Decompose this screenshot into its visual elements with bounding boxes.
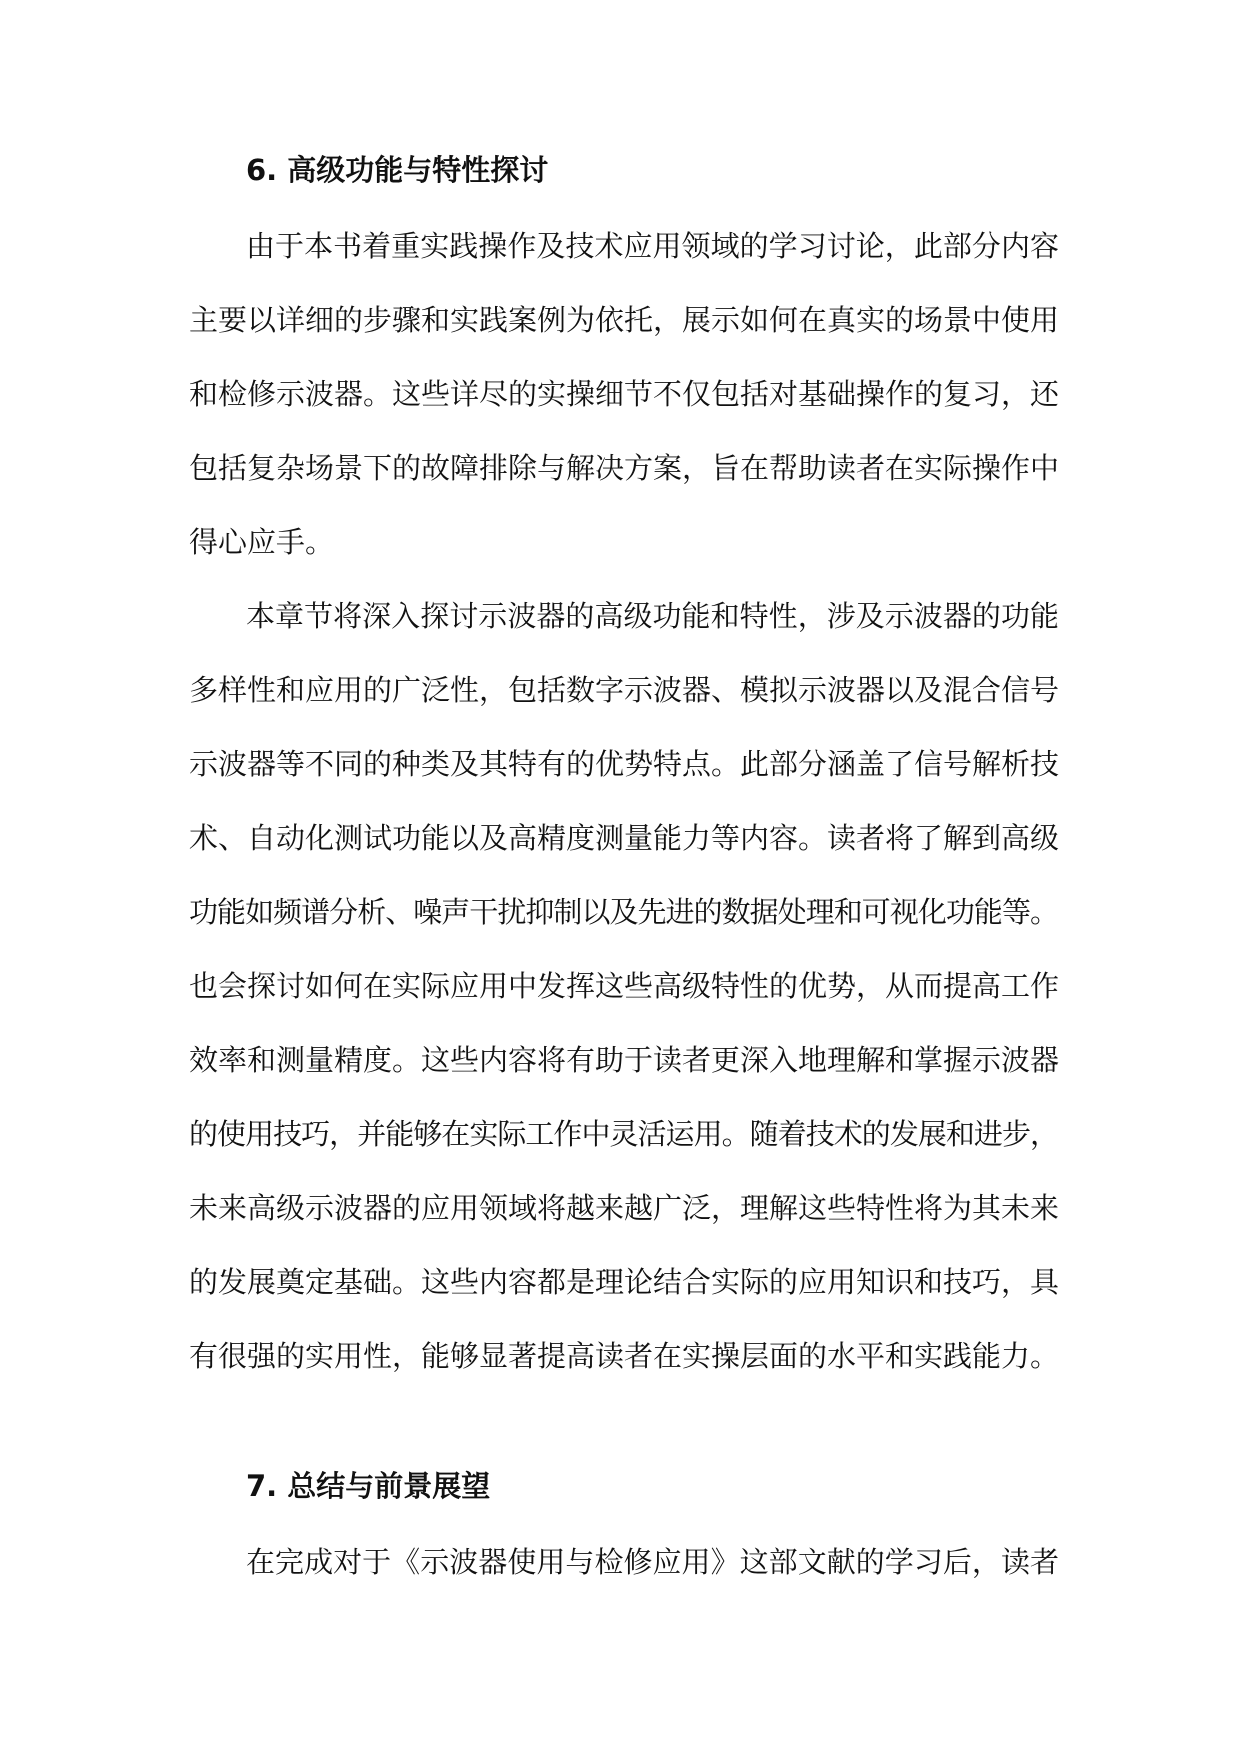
text-line: 和检修示波器。这些详尽的实操细节不仅包括对基础操作的复习，还	[189, 377, 1059, 411]
text-line: 得心应手。	[189, 525, 335, 559]
text-line: 本章节将深入探讨示波器的高级功能和特性，涉及示波器的功能	[246, 599, 1060, 633]
text-line: 的使用技巧，并能够在实际工作中灵活运用。随着技术的发展和进步，	[189, 1117, 1059, 1151]
text-line: 的发展奠定基础。这些内容都是理论结合实际的应用知识和技巧，具	[189, 1265, 1059, 1299]
section-heading: 7. 总结与前景展望	[246, 1469, 491, 1503]
text-line: 由于本书着重实践操作及技术应用领域的学习讨论，此部分内容	[246, 229, 1060, 263]
text-line: 效率和测量精度。这些内容将有助于读者更深入地理解和掌握示波器	[189, 1043, 1059, 1077]
text-line: 功能如频谱分析、噪声干扰抑制以及先进的数据处理和可视化功能等。	[189, 895, 1059, 929]
text-line: 多样性和应用的广泛性，包括数字示波器、模拟示波器以及混合信号	[189, 673, 1059, 707]
section-heading: 6. 高级功能与特性探讨	[246, 153, 549, 187]
text-line: 在完成对于《示波器使用与检修应用》这部文献的学习后，读者	[246, 1545, 1060, 1579]
text-line: 术、自动化测试功能以及高精度测量能力等内容。读者将了解到高级	[189, 821, 1059, 855]
text-line: 示波器等不同的种类及其特有的优势特点。此部分涵盖了信号解析技	[189, 747, 1059, 781]
text-line: 主要以详细的步骤和实践案例为依托，展示如何在真实的场景中使用	[189, 303, 1059, 337]
text-line: 有很强的实用性，能够显著提高读者在实操层面的水平和实践能力。	[189, 1339, 1060, 1373]
text-line: 包括复杂场景下的故障排除与解决方案，旨在帮助读者在实际操作中	[189, 451, 1059, 485]
text-line: 也会探讨如何在实际应用中发挥这些高级特性的优势，从而提高工作	[189, 969, 1059, 1003]
text-line: 未来高级示波器的应用领域将越来越广泛，理解这些特性将为其未来	[189, 1191, 1059, 1225]
